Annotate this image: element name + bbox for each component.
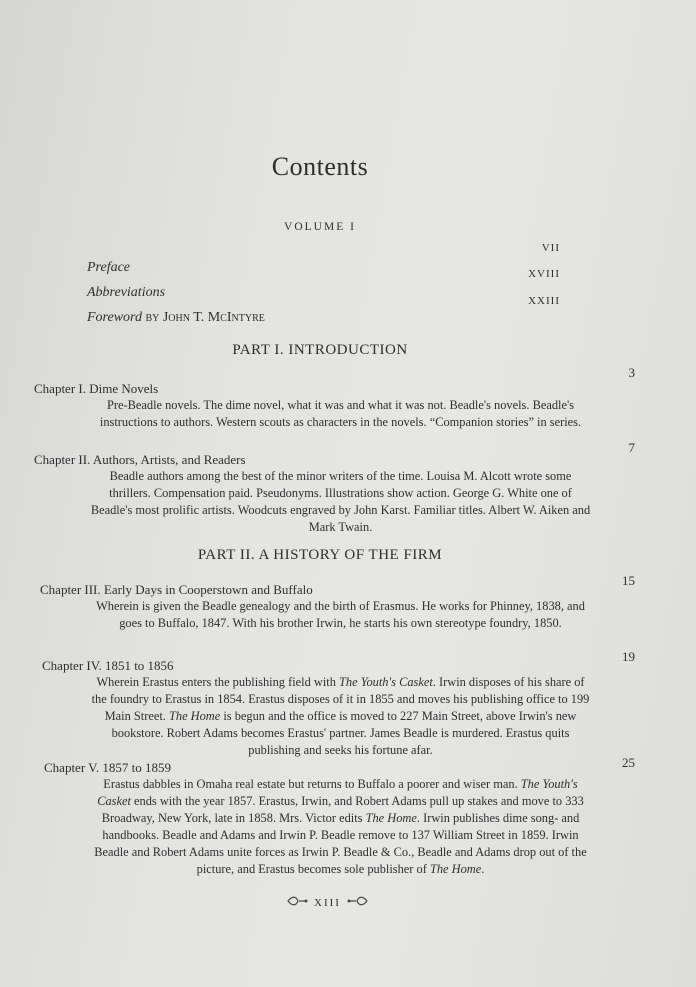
chapter-entry bbox=[34, 581, 602, 632]
description-italic-title: The Youth's Casket bbox=[339, 675, 433, 689]
description-italic-title: The Home bbox=[429, 862, 482, 876]
chapter-description bbox=[34, 674, 602, 759]
chapter-title: Chapter IV. 1851 to 1856 bbox=[42, 658, 174, 673]
front-matter-abbreviations: Abbreviations bbox=[87, 285, 166, 300]
flourish-right-icon bbox=[347, 895, 369, 911]
chapter-title: Chapter III. Early Days in Cooperstown and Buffalo bbox=[40, 582, 313, 597]
description-text: ends with the year 1857. Erastus, Irwin, and Robert Adams pull up stakes and move to 333 Broadway, New York, late in 1858. Mrs. Victor edits bbox=[101, 794, 584, 825]
chapter-page-number: 25 bbox=[622, 755, 635, 770]
chapter-entry bbox=[34, 451, 602, 536]
chapter-title: Chapter V. 1857 to 1859 bbox=[44, 760, 171, 775]
description-text: . bbox=[481, 862, 485, 876]
foreword-label: Foreword bbox=[87, 310, 142, 325]
front-matter-page: VII bbox=[541, 242, 560, 254]
chapter-title: Chapter II. Authors, Artists, and Readers bbox=[34, 452, 246, 467]
chapter-description: Wherein is given the Beadle genealogy and the birth of Erasmus. He works for Phinney, 1838, and goes to Buffalo, 1847. With his brother Irwin, he starts his own stereotype foundry, 1850. bbox=[96, 599, 585, 630]
chapter-entry bbox=[34, 657, 602, 759]
chapter-description bbox=[34, 776, 602, 878]
part-heading: PART II. A HISTORY OF THE FIRM bbox=[197, 547, 443, 563]
foreword-author: by John T. McIntyre bbox=[141, 310, 265, 325]
description-text: Wherein Erastus enters the publishing field with bbox=[96, 675, 340, 689]
chapter-description: Pre-Beadle novels. The dime novel, what it was and what it was not. Beadle's novels. Beadle's instructions to authors. Western scouts as characters in the novels. “Companion stories” in series. bbox=[99, 398, 582, 429]
description-italic-title: The Home bbox=[365, 811, 417, 825]
page-title: Contents bbox=[271, 152, 369, 181]
part-heading: PART I. INTRODUCTION bbox=[232, 342, 408, 358]
front-matter-page: XVIII bbox=[528, 268, 560, 280]
description-text: Erastus dabbles in Omaha real estate but returns to Buffalo a poorer and wiser man. bbox=[103, 777, 521, 791]
chapter-page-number: 3 bbox=[628, 365, 635, 380]
front-matter-foreword bbox=[87, 310, 265, 326]
flourish-left-icon bbox=[286, 895, 308, 911]
volume-heading: VOLUME I bbox=[284, 221, 356, 233]
description-italic-title: The Youth's Casket bbox=[97, 777, 578, 808]
front-matter-page: XXIII bbox=[528, 295, 560, 307]
page-folio bbox=[286, 895, 369, 911]
description-text: . Irwin disposes of his share of the foundry to Erastus in 1854. Erastus disposes of it in 1855 and moves his publishing office to 199 Main Street. bbox=[91, 675, 590, 723]
description-text: . Irwin publishes dime song- and handbooks. Beadle and Adams and Irwin P. Beadle remove to 137 William Street in 1859. Irwin Beadle and Robert Adams unite forces as Irwin P. Beadle & Co., Beadle and Adams drop out of the picture, and Erastus becomes sole publisher of bbox=[94, 811, 587, 876]
chapter-page-number: 15 bbox=[622, 573, 635, 588]
chapter-page-number: 7 bbox=[628, 440, 635, 455]
chapter-page-number: 19 bbox=[622, 649, 635, 664]
description-text: is begun and the office is moved to 227 Main Street, above Irwin's new bookstore. Robert Adams becomes Erastus' partner. James Beadle is murdered. Erastus quits publishing and seeks his fortune afar. bbox=[111, 709, 577, 757]
chapter-entry bbox=[34, 759, 602, 878]
folio-number: XIII bbox=[314, 897, 341, 909]
chapter-description: Beadle authors among the best of the minor writers of the time. Louisa M. Alcott wrote some thrillers. Compensation paid. Pseudonyms. Illustrations show action. George G. White one of Beadle's most prolific artists. Woodcuts engraved by John Karst. Familiar titles. Albert W. Aiken and Mark Twain. bbox=[90, 469, 591, 534]
chapter-entry bbox=[34, 380, 602, 431]
chapter-title: Chapter I. Dime Novels bbox=[34, 381, 159, 396]
description-italic-title: The Home bbox=[168, 709, 221, 723]
front-matter-preface: Preface bbox=[87, 260, 131, 275]
